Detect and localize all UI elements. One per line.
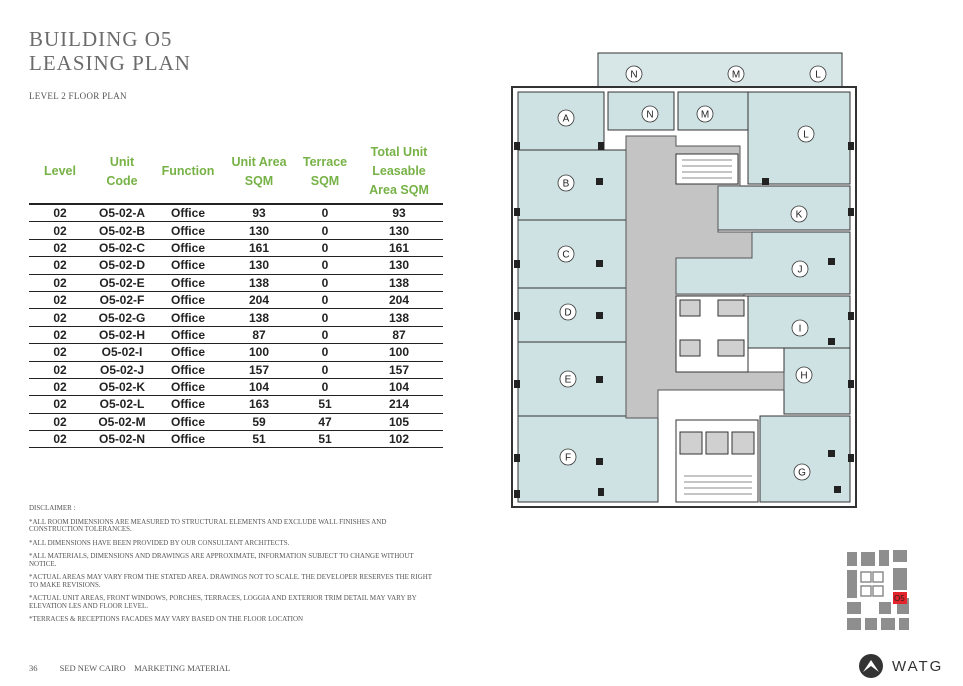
table-cell: O5-02-J: [91, 361, 153, 378]
table-cell: 59: [223, 413, 295, 430]
table-header-text: Unit: [109, 154, 135, 169]
table-header-cell: [153, 143, 223, 204]
disclaimer-heading: DISCLAIMER :: [29, 504, 76, 512]
table-cell: 138: [355, 274, 443, 291]
table-cell: Office: [153, 378, 223, 395]
table-cell: O5-02-N: [91, 431, 153, 448]
table-cell: 100: [355, 344, 443, 361]
table-cell: O5-02-K: [91, 378, 153, 395]
table-cell: 02: [29, 309, 91, 326]
unit-label: G: [798, 467, 806, 479]
table-header-text: SQM: [310, 173, 340, 188]
table-cell: 138: [223, 309, 295, 326]
table-cell: Office: [153, 257, 223, 274]
table-cell: Office: [153, 239, 223, 256]
footer-label: MARKETING MATERIAL: [134, 663, 231, 673]
table-header-text: SQM: [244, 173, 274, 188]
page-title-line2: LEASING PLAN: [29, 51, 191, 75]
table-cell: 161: [223, 239, 295, 256]
table-row: [29, 361, 443, 378]
terrace-label: M: [731, 69, 741, 81]
disclaimer-lines: [29, 519, 439, 624]
table-row: [29, 309, 443, 326]
disclaimer-line: *ALL DIMENSIONS HAVE BEEN PROVIDED BY OUR CONSULTANT ARCHITECTS.: [29, 538, 290, 547]
table-cell: Office: [153, 204, 223, 222]
table-cell: 130: [355, 222, 443, 239]
table-row: [29, 291, 443, 308]
table-cell: 02: [29, 291, 91, 308]
table-cell: O5-02-E: [91, 274, 153, 291]
table-cell: 0: [295, 309, 355, 326]
table-cell: 0: [295, 291, 355, 308]
page-number: 36: [29, 663, 38, 673]
table-row: [29, 239, 443, 256]
lift-1: [680, 432, 702, 454]
table-header-text: Leasable: [372, 164, 426, 178]
table-header-row: [29, 143, 443, 204]
table-cell: Office: [153, 431, 223, 448]
wc-cubicle-1: [680, 300, 700, 316]
table-cell: 157: [223, 361, 295, 378]
table-row: [29, 257, 443, 274]
unit-f: [518, 416, 658, 502]
table-row: [29, 396, 443, 413]
unit-m: [678, 92, 756, 130]
table-cell: 0: [295, 257, 355, 274]
watg-logo-icon: [858, 653, 884, 679]
table-cell: 102: [355, 431, 443, 448]
unit-label: B: [562, 178, 570, 190]
table-cell: O5-02-C: [91, 239, 153, 256]
brand: [858, 653, 943, 679]
disclaimer: [29, 505, 439, 630]
table-row: [29, 222, 443, 239]
table-row: [29, 274, 443, 291]
table-cell: 02: [29, 361, 91, 378]
table-cell: Office: [153, 291, 223, 308]
table-cell: 204: [223, 291, 295, 308]
unit-h: [784, 348, 850, 414]
floor-plan-subtitle: LEVEL 2 FLOOR PLAN: [29, 91, 127, 101]
table-header-text: Total Unit: [370, 145, 428, 159]
table-cell: 02: [29, 257, 91, 274]
unit-label: E: [564, 374, 572, 386]
unit-k: [718, 186, 850, 230]
unit-label: I: [798, 323, 802, 335]
table-header-text: Level: [44, 164, 76, 178]
unit-label: K: [795, 209, 803, 221]
project-name: SED NEW CAIRO: [59, 663, 126, 673]
table-cell: 214: [355, 396, 443, 413]
disclaimer-line: *ALL MATERIALS, DIMENSIONS AND DRAWINGS ARE APPROXIMATE, INFORMATION SUBJECT TO CHANGE WITHOUT NOTICE.: [29, 552, 414, 568]
table-cell: 105: [355, 413, 443, 430]
table-cell: Office: [153, 361, 223, 378]
unit-label: L: [803, 129, 809, 141]
table-row: [29, 204, 443, 222]
table-header-cell: [91, 143, 153, 204]
unit-label: C: [562, 249, 570, 261]
table-row: [29, 431, 443, 448]
lift-2: [706, 432, 728, 454]
table-cell: 138: [223, 274, 295, 291]
table-cell: 02: [29, 274, 91, 291]
unit-label: N: [646, 109, 654, 121]
table-cell: 51: [295, 431, 355, 448]
disclaimer-line: *ACTUAL AREAS MAY VARY FROM THE STATED AREA. DRAWINGS NOT TO SCALE. THE DEVELOPER RESERVES THE RIGHT TO MAKE REVISIONS.: [29, 573, 432, 589]
table-cell: 87: [355, 326, 443, 343]
wc-cubicle-4: [718, 340, 744, 356]
table-cell: 0: [295, 378, 355, 395]
table-cell: 02: [29, 431, 91, 448]
table-header-cell: [295, 143, 355, 204]
unit-n: [608, 92, 674, 130]
table-header-text: Area SQM: [369, 183, 429, 197]
table-header-text: Code: [106, 173, 138, 188]
table-cell: O5-02-D: [91, 257, 153, 274]
table-cell: Office: [153, 413, 223, 430]
table-header-text: Terrace: [302, 154, 348, 169]
table-header-cell: [223, 143, 295, 204]
table-cell: 0: [295, 204, 355, 222]
disclaimer-line: *ACTUAL UNIT AREAS, FRONT WINDOWS, PORCHES, TERRACES, LOGGIA AND EXTERIOR TRIM DETAIL MAY VARY BY ELEVATION LES AND FLOOR LEVEL.: [29, 594, 417, 610]
leasing-table: [29, 143, 443, 448]
table-cell: 51: [295, 396, 355, 413]
table-cell: O5-02-I: [91, 344, 153, 361]
disclaimer-line: *TERRACES & RECEPTIONS FACADES MAY VARY BASED ON THE FLOOR LOCATION: [29, 615, 304, 623]
site-key-map: [843, 548, 913, 632]
table-cell: 47: [295, 413, 355, 430]
table-cell: O5-02-H: [91, 326, 153, 343]
table-cell: 104: [223, 378, 295, 395]
table-cell: 163: [223, 396, 295, 413]
table-header-cell: [355, 143, 443, 204]
brand-name: WATG: [892, 657, 944, 675]
unit-label: J: [797, 264, 803, 276]
table-cell: 157: [355, 361, 443, 378]
terrace-label: N: [630, 69, 638, 81]
table-cell: 0: [295, 239, 355, 256]
table-cell: Office: [153, 309, 223, 326]
table-row: [29, 378, 443, 395]
table-cell: 0: [295, 326, 355, 343]
table-cell: Office: [153, 344, 223, 361]
terrace-label: L: [815, 69, 821, 81]
table-cell: 204: [355, 291, 443, 308]
lift-3: [732, 432, 754, 454]
table-cell: 02: [29, 204, 91, 222]
table-cell: O5-02-G: [91, 309, 153, 326]
table-cell: 93: [355, 204, 443, 222]
table-cell: Office: [153, 274, 223, 291]
keymap-label: O5: [894, 594, 905, 603]
table-row: [29, 344, 443, 361]
page-title-line1: BUILDING O5: [29, 27, 173, 51]
page-footer: [29, 663, 230, 673]
table-cell: 130: [223, 257, 295, 274]
table-header-text: Unit Area: [231, 154, 287, 169]
table-cell: 130: [355, 257, 443, 274]
table-body: [29, 204, 443, 448]
stair-core-north: [676, 154, 738, 184]
unit-label: A: [562, 113, 570, 125]
table-cell: 02: [29, 413, 91, 430]
disclaimer-line: *ALL ROOM DIMENSIONS ARE MEASURED TO STRUCTURAL ELEMENTS AND EXCLUDE WALL FINISHES AND CONSTRUCTION TOLERANCES.: [29, 517, 387, 533]
table-header-text: Function: [161, 164, 215, 178]
unit-label: F: [564, 452, 572, 464]
table-cell: 104: [355, 378, 443, 395]
table-cell: 161: [355, 239, 443, 256]
table-row: [29, 413, 443, 430]
table-cell: O5-02-A: [91, 204, 153, 222]
page-title: [29, 27, 191, 75]
unit-label: H: [800, 370, 808, 382]
table-cell: 51: [223, 431, 295, 448]
table-cell: 93: [223, 204, 295, 222]
table-cell: 02: [29, 239, 91, 256]
table-cell: 138: [355, 309, 443, 326]
table-cell: 0: [295, 274, 355, 291]
table-header-cell: [29, 143, 91, 204]
table-cell: O5-02-B: [91, 222, 153, 239]
table-cell: 0: [295, 361, 355, 378]
table-cell: O5-02-M: [91, 413, 153, 430]
table-cell: 02: [29, 378, 91, 395]
table-cell: 02: [29, 344, 91, 361]
table-cell: O5-02-F: [91, 291, 153, 308]
table-cell: 02: [29, 396, 91, 413]
table-cell: O5-02-L: [91, 396, 153, 413]
wc-cubicle-3: [680, 340, 700, 356]
floor-plan: [508, 50, 860, 516]
unit-label: D: [564, 307, 572, 319]
unit-label: M: [700, 109, 710, 121]
table-cell: 02: [29, 222, 91, 239]
wc-cubicle-2: [718, 300, 744, 316]
table-row: [29, 326, 443, 343]
table-cell: 100: [223, 344, 295, 361]
table-cell: Office: [153, 396, 223, 413]
table-cell: 87: [223, 326, 295, 343]
table-cell: Office: [153, 326, 223, 343]
table-cell: Office: [153, 222, 223, 239]
table-cell: 0: [295, 222, 355, 239]
table-cell: 0: [295, 344, 355, 361]
table-cell: 130: [223, 222, 295, 239]
table-cell: 02: [29, 326, 91, 343]
